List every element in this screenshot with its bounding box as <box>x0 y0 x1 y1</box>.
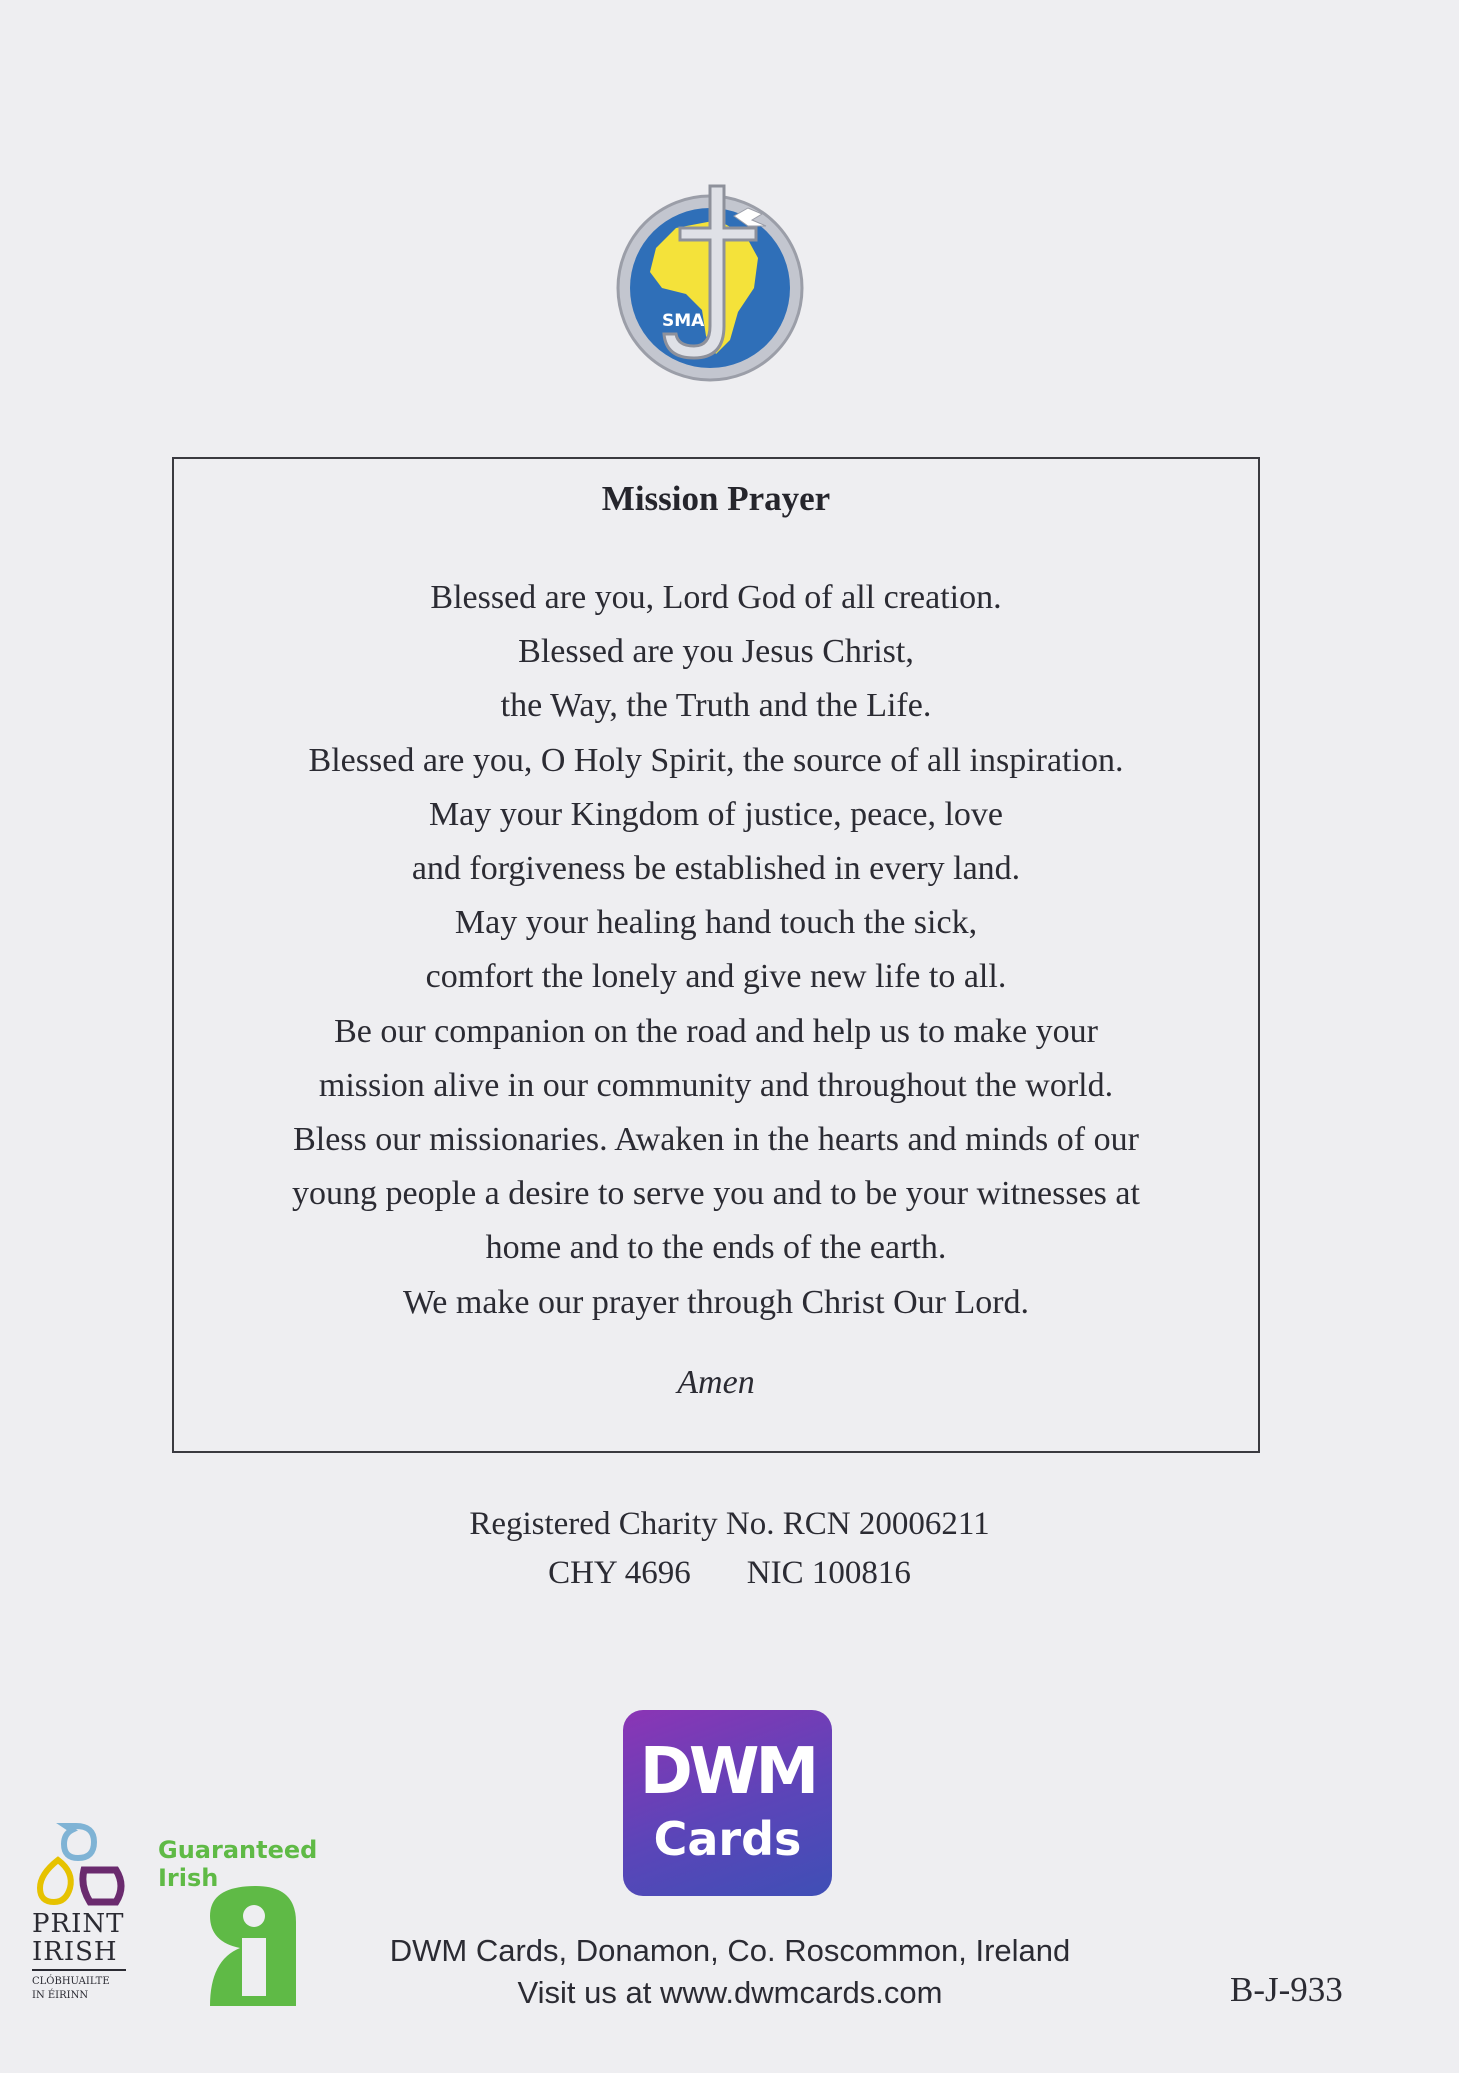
prayer-text <box>174 571 1258 1330</box>
sma-logo-text: SMA <box>662 311 705 331</box>
prayer-line: comfort the lonely and give new life to all. <box>425 958 1007 996</box>
prayer-line: young people a desire to serve you and to be your witnesses at <box>292 1175 1140 1213</box>
print-irish-line2: IRISH <box>32 1937 118 1967</box>
dwm-logo-sub: Cards <box>653 1812 802 1866</box>
print-irish-small2: IN ÉIRINN <box>32 1990 89 2001</box>
publisher-address: DWM Cards, Donamon, Co. Roscommon, Ireland <box>389 1933 1071 1968</box>
charity-info <box>0 1500 1459 1598</box>
prayer-line: Blessed are you, O Holy Spirit, the source of all inspiration. <box>308 741 1124 779</box>
product-code: B-J-933 <box>1230 1970 1343 2009</box>
guaranteed-irish-logo <box>156 1830 326 2010</box>
dwm-logo-word: DWM <box>639 1735 816 1809</box>
prayer-line: the Way, the Truth and the Life. <box>500 687 932 725</box>
print-irish-small1: CLÓBHUAILTE <box>32 1976 110 1987</box>
prayer-line: Blessed are you Jesus Christ, <box>518 633 914 671</box>
guaranteed-irish-line2: Irish <box>158 1864 219 1892</box>
print-irish-line1: PRINT <box>32 1909 125 1939</box>
charity-chy: CHY 4696 <box>548 1555 691 1591</box>
prayer-line: home and to the ends of the earth. <box>485 1229 947 1267</box>
prayer-line: May your healing hand touch the sick, <box>454 904 978 942</box>
sma-logo-icon <box>606 176 820 390</box>
charity-nic: NIC 100816 <box>746 1555 911 1591</box>
dwm-cards-logo <box>623 1710 832 1896</box>
prayer-line: Bless our missionaries. Awaken in the hearts and minds of our <box>293 1121 1139 1159</box>
print-irish-logo <box>28 1820 138 2020</box>
prayer-line: Blessed are you, Lord God of all creation. <box>430 579 1002 616</box>
prayer-box <box>172 457 1260 1453</box>
prayer-line: and forgiveness be established in every land. <box>411 850 1021 888</box>
prayer-line: mission alive in our community and throughout the world. <box>318 1066 1114 1104</box>
prayer-line: Be our companion on the road and help us to make your <box>334 1012 1098 1050</box>
publisher-info <box>340 1930 1120 2014</box>
charity-registration: Registered Charity No. RCN 20006211 <box>469 1506 990 1542</box>
prayer-title: Mission Prayer <box>601 479 831 518</box>
prayer-line: We make our prayer through Christ Our Lord. <box>402 1283 1030 1321</box>
guaranteed-irish-line1: Guaranteed <box>158 1836 318 1864</box>
publisher-website[interactable]: Visit us at www.dwmcards.com <box>517 1975 943 2010</box>
prayer-closing: Amen <box>677 1364 755 1401</box>
charity-numbers <box>0 1549 1459 1598</box>
prayer-line: May your Kingdom of justice, peace, love <box>428 795 1004 833</box>
